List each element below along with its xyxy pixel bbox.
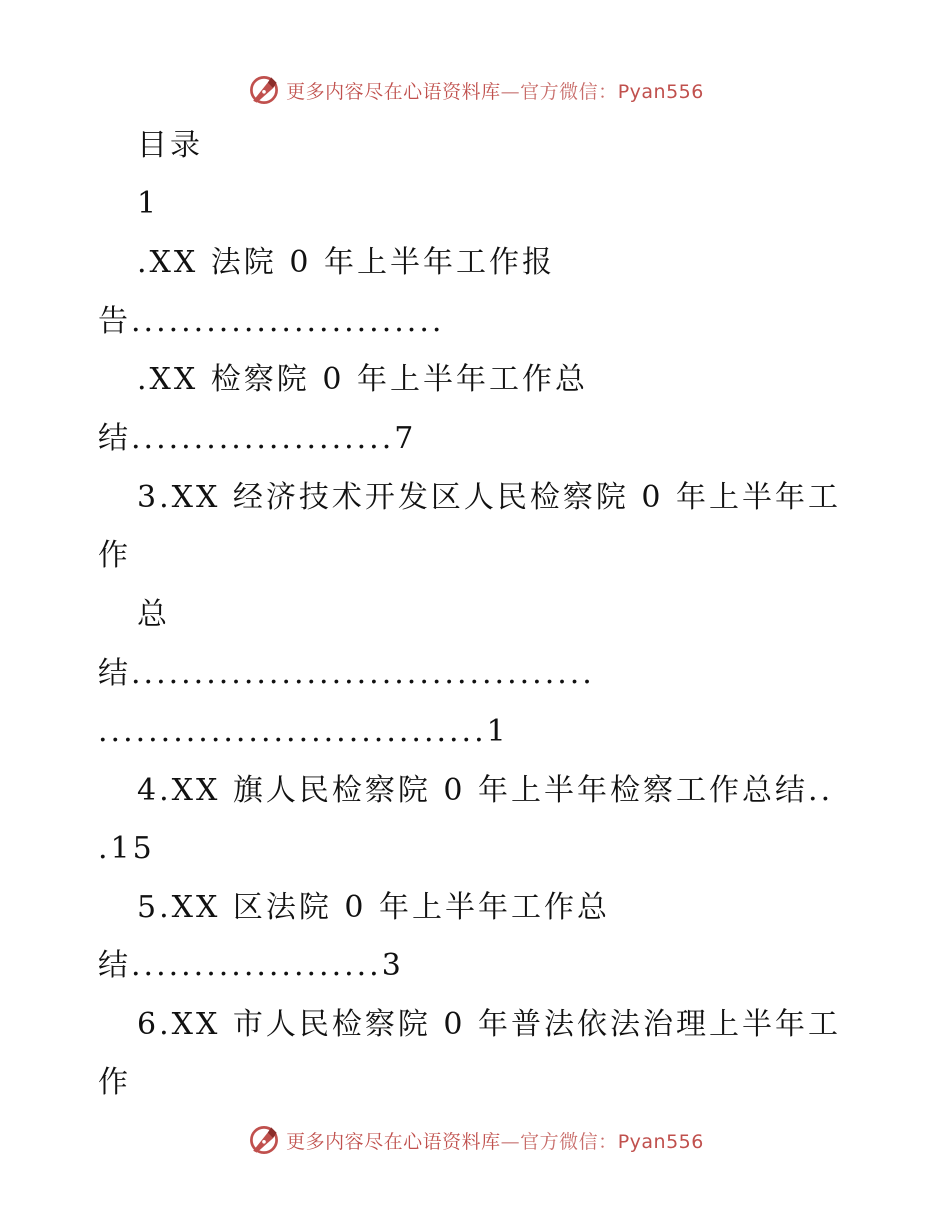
toc-line: 1 — [137, 186, 160, 221]
toc-line: 作 — [98, 1065, 131, 1100]
toc-heading: 目录 — [137, 128, 203, 163]
toc-line: ...............................1 — [98, 714, 509, 749]
pen-logo-icon — [246, 72, 282, 108]
toc-line: 4.XX 旗人民检察院 0 年上半年检察工作总结.. — [137, 773, 834, 808]
toc-line: 结.....................7 — [98, 421, 417, 456]
watermark-text: 更多内容尽在心语资料库—官方微信：Pyan556 — [286, 1130, 704, 1153]
toc-line: 总 — [137, 597, 170, 632]
footer-watermark — [0, 1120, 950, 1160]
pen-logo-icon — [246, 1122, 282, 1158]
toc-line: 结..................................... — [98, 656, 595, 691]
toc-line: 3.XX 经济技术开发区人民检察院 0 年上半年工 — [137, 480, 842, 515]
watermark-text: 更多内容尽在心语资料库—官方微信：Pyan556 — [286, 80, 704, 103]
toc-line: .15 — [98, 831, 155, 866]
header-watermark — [0, 70, 950, 110]
toc-line: 6.XX 市人民检察院 0 年普法依法治理上半年工 — [137, 1007, 842, 1042]
toc-line: .XX 法院 0 年上半年工作报 — [137, 245, 555, 280]
toc-line: 告......................... — [98, 304, 445, 339]
toc-line: 作 — [98, 538, 131, 573]
toc-line: 结....................3 — [98, 948, 404, 983]
toc-line: 5.XX 区法院 0 年上半年工作总 — [137, 890, 611, 925]
toc-line: .XX 检察院 0 年上半年工作总 — [137, 362, 588, 397]
